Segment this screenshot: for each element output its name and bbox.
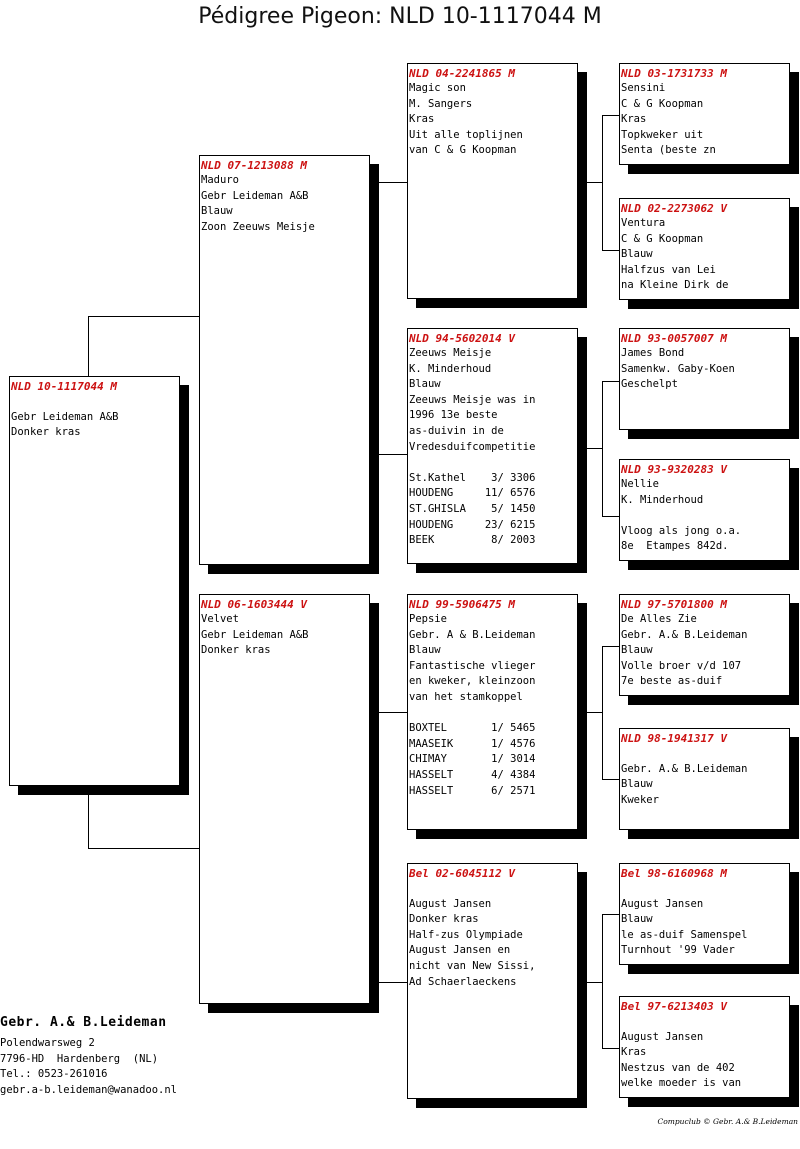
connector <box>602 115 619 116</box>
connector <box>586 982 602 983</box>
bird-card-ss-sire <box>619 63 790 165</box>
bird-info-line: Blauw <box>621 644 653 657</box>
bird-card-sd-sire <box>619 328 790 430</box>
bird-card-sd-dam <box>619 459 790 561</box>
connector <box>377 454 407 455</box>
bird-info-line: Gebr. A & B.Leideman <box>409 628 536 641</box>
ring-number: Bel 97-6213403 V <box>621 1000 727 1013</box>
bird-info-line: Zeeuws Meisje was in <box>409 393 536 406</box>
bird-info-line: Pepsie <box>409 613 447 625</box>
bird-info-line: Zeeuws Meisje <box>409 347 492 359</box>
bird-info-line: Magic son <box>409 82 466 94</box>
bird-info-line: 1996 13e beste <box>409 409 498 422</box>
bird-info-line: C & G Koopman <box>621 97 704 110</box>
bird-info-line: van het stamkoppel <box>409 690 523 703</box>
bird-card-sire-sire <box>407 63 578 299</box>
bird-info-line: Vloog als jong o.a. <box>621 524 742 537</box>
ring-number: NLD 06-1603444 V <box>201 598 307 611</box>
bird-info-line: Blauw <box>621 778 653 791</box>
bird-info-line: Half-zus Olympiade <box>409 928 523 941</box>
owner-name: Gebr. A.& B.Leideman <box>0 1015 167 1030</box>
bird-info-line: Geschelpt <box>621 378 678 391</box>
ring-number: Bel 02-6045112 V <box>409 867 515 880</box>
footer-credit: Compuclub © Gebr. A.& B.Leideman <box>657 1117 798 1126</box>
page-title: Pédigree Pigeon: NLD 10-1117044 M <box>198 4 602 29</box>
bird-card-dd-dam <box>619 996 790 1098</box>
bird-info-line: Nestzus van de 402 <box>621 1061 735 1074</box>
connector <box>377 182 378 454</box>
bird-info-line: as-duivin in de <box>409 424 504 437</box>
bird-card-dam-dam <box>407 863 578 1099</box>
connector <box>602 381 603 516</box>
bird-info-line: CHIMAY 1/ 3014 <box>409 753 536 766</box>
bird-info-line: M. Sangers <box>409 97 473 110</box>
bird-info-line: Blauw <box>621 913 653 926</box>
bird-card-dam-sire <box>407 594 578 830</box>
ring-number: NLD 07-1213088 M <box>201 159 307 172</box>
bird-info-line: August Jansen <box>621 1030 704 1043</box>
bird-info-line: August Jansen <box>621 897 704 910</box>
bird-info-line: De Alles Zie <box>621 613 697 625</box>
bird-info-line <box>408 881 577 897</box>
bird-card-ds-dam <box>619 728 790 830</box>
owner-phone: Tel.: 0523-261016 <box>0 1068 108 1080</box>
bird-info-line <box>408 455 577 471</box>
ring-number: NLD 93-9320283 V <box>621 463 727 476</box>
bird-info-line: K. Minderhoud <box>409 362 492 375</box>
bird-info-line <box>10 394 179 410</box>
bird-info-line: van C & G Koopman <box>409 144 517 157</box>
bird-card-ds-sire <box>619 594 790 696</box>
bird-info-line: Maduro <box>201 174 239 186</box>
bird-info-line: BOXTEL 1/ 5465 <box>409 722 536 735</box>
connector <box>377 712 407 713</box>
bird-card-sire <box>199 155 370 565</box>
connector <box>377 182 407 183</box>
ring-number: NLD 10-1117044 M <box>11 380 117 393</box>
bird-info-line <box>620 746 789 762</box>
bird-info-line: Gebr Leideman A&B <box>11 410 119 423</box>
bird-info-line: HASSELT 4/ 4384 <box>409 768 536 781</box>
ring-number: Bel 98-6160968 M <box>621 867 727 880</box>
bird-info-line: August Jansen en <box>409 944 511 957</box>
bird-info-line: Blauw <box>409 378 441 391</box>
bird-info-line: Zoon Zeeuws Meisje <box>201 220 315 233</box>
bird-info-line: K. Minderhoud <box>621 493 704 506</box>
bird-info-line: en kweker, kleinzoon <box>409 675 536 688</box>
bird-info-line: BEEK 8/ 2003 <box>409 534 536 547</box>
ring-number: NLD 03-1731733 M <box>621 67 727 80</box>
bird-info-line: HOUDENG 23/ 6215 <box>409 518 536 531</box>
connector <box>88 848 200 849</box>
bird-info-line: Turnhout '99 Vader <box>621 944 735 957</box>
connector <box>602 646 603 779</box>
owner-address: Polendwarsweg 2 <box>0 1037 95 1049</box>
bird-info-line: Donker kras <box>201 644 271 657</box>
bird-info-line: Ventura <box>621 217 666 229</box>
bird-info-line: Donker kras <box>409 913 479 926</box>
owner-city: 7796-HD Hardenberg (NL) <box>0 1052 159 1065</box>
owner-block <box>0 1015 177 1098</box>
bird-info-line <box>408 706 577 722</box>
connector <box>586 182 602 183</box>
ring-number: NLD 04-2241865 M <box>409 67 515 80</box>
bird-card-subject <box>9 376 180 786</box>
connector <box>369 316 377 317</box>
bird-info-line: Ad Schaerlaeckens <box>409 975 517 988</box>
bird-info-line <box>620 508 789 524</box>
connector <box>602 516 619 517</box>
connector <box>602 914 619 915</box>
connector <box>602 1048 619 1049</box>
bird-info-line: Nellie <box>621 478 659 490</box>
bird-info-line: na Kleine Dirk de <box>621 279 729 292</box>
ring-number: NLD 98-1941317 V <box>621 732 727 745</box>
ring-number: NLD 97-5701800 M <box>621 598 727 611</box>
bird-info-line: Blauw <box>409 644 441 657</box>
bird-info-line: nicht van New Sissi, <box>409 959 536 972</box>
bird-info-line: welke moeder is van <box>621 1077 742 1090</box>
bird-card-dd-sire <box>619 863 790 965</box>
bird-info-line: James Bond <box>621 347 685 359</box>
bird-card-dam <box>199 594 370 1004</box>
bird-info-line: Gebr. A.& B.Leideman <box>621 762 748 775</box>
owner-email: gebr.a-b.leideman@wanadoo.nl <box>0 1083 178 1096</box>
bird-info-line: 7e beste as-duif <box>621 675 723 688</box>
bird-info-line: Donker kras <box>11 426 81 439</box>
bird-info-line: Gebr. A.& B.Leideman <box>621 628 748 641</box>
bird-info-line: C & G Koopman <box>621 232 704 245</box>
bird-info-line: le as-duif Samenspel <box>621 928 748 941</box>
ring-number: NLD 93-0057007 M <box>621 332 727 345</box>
bird-info-line: Blauw <box>621 248 653 261</box>
connector <box>602 646 619 647</box>
bird-info-line <box>620 881 789 897</box>
bird-info-line: MAASEIK 1/ 4576 <box>409 737 536 750</box>
bird-info-line: Topkweker uit <box>621 128 704 141</box>
bird-info-line: Kweker <box>621 793 659 806</box>
bird-info-line: 8e Etampes 842d. <box>621 540 729 553</box>
bird-info-line: St.Kathel 3/ 3306 <box>409 471 536 484</box>
connector <box>602 250 619 251</box>
bird-info-line <box>620 1014 789 1030</box>
bird-info-line: Gebr Leideman A&B <box>201 189 309 202</box>
ring-number: NLD 94-5602014 V <box>409 332 515 345</box>
bird-info-line: Uit alle toplijnen <box>409 128 523 141</box>
bird-info-line: Samenkw. Gaby-Koen <box>621 362 735 375</box>
bird-info-line: ST.GHISLA 5/ 1450 <box>409 502 536 515</box>
bird-info-line: Gebr Leideman A&B <box>201 628 309 641</box>
connector <box>369 848 377 849</box>
bird-info-line: Velvet <box>201 613 239 625</box>
bird-info-line: Vredesduifcompetitie <box>409 440 536 453</box>
bird-info-line: HASSELT 6/ 2571 <box>409 784 536 797</box>
connector <box>602 779 619 780</box>
bird-info-line: Blauw <box>201 205 233 218</box>
bird-info-line: Kras <box>621 1046 647 1059</box>
bird-info-line: Fantastische vlieger <box>409 659 536 672</box>
connector <box>602 115 603 250</box>
bird-info-line: Senta (beste zn <box>621 144 716 157</box>
ring-number: NLD 99-5906475 M <box>409 598 515 611</box>
bird-info-line: Halfzus van Lei <box>621 263 716 276</box>
connector <box>586 448 602 449</box>
bird-info-line: Kras <box>409 113 435 126</box>
bird-info-line: Kras <box>621 113 647 126</box>
connector <box>602 381 619 382</box>
connector <box>602 914 603 1048</box>
connector <box>586 712 602 713</box>
ring-number: NLD 02-2273062 V <box>621 202 727 215</box>
bird-card-sire-dam <box>407 328 578 564</box>
bird-info-line: August Jansen <box>409 897 492 910</box>
bird-info-line: Volle broer v/d 107 <box>621 659 742 672</box>
connector <box>377 712 378 982</box>
connector <box>88 316 200 317</box>
bird-card-ss-dam <box>619 198 790 300</box>
connector <box>377 982 407 983</box>
bird-info-line: HOUDENG 11/ 6576 <box>409 487 536 500</box>
bird-info-line: Sensini <box>621 82 666 94</box>
